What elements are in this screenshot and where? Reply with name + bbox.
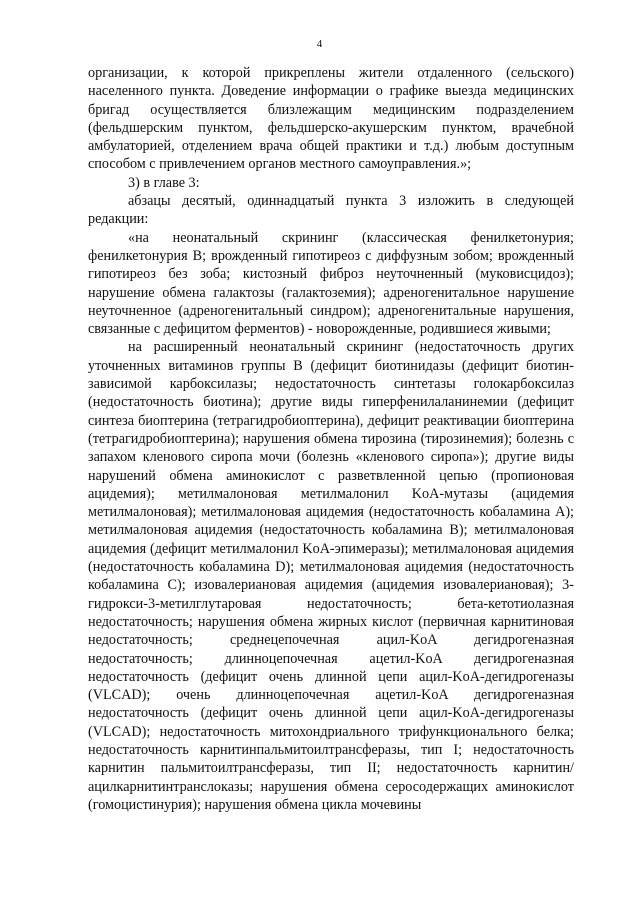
page-number: 4 xyxy=(316,38,323,50)
document-body xyxy=(88,64,574,814)
paragraph-chapter-3: 3) в главе 3: xyxy=(128,174,200,191)
paragraph-extended-screening: на расширенный неонатальный скрининг (недостаточность других уточненных витаминов группы B (дефицит биотинидазы (дефицит биотин-зависимой карбоксилазы; недостаточность синтетазы голокарбоксилаз (недостаточность биотина); другие виды гиперфенилаланинемии (дефицит синтеза биоптерина (тетрагидробиоптерина), дефицит реактивации биоптерина (тетрагидробиоптерина); нарушения обмена тирозина (тирозинемия); болезнь с запахом кленового сиропа мочи (болезнь «кленового сиропа»); другие виды нарушений обмена аминокислот с разветвленной цепью (пропионовая ацидемия); метилмалоновая метилмалонил KoA-мутазы (ацидемия метилмалоновая); метилмалоновая ацидемия (недостаточность кобаламина A); метилмалоновая ацидемия (недостаточность кобаламина B); метилмалоновая ацидемия (дефицит метилмалонил KoA-эпимеразы); метилмалоновая ацидемия (недостаточность кобаламина D); метилмалоновая ацидемия (недостаточность кобаламина C); изовалериановая ацидемия (ацидемия изовалериановая); 3-гидрокси-3-метилглутаровая недостаточность; бета-кетотиолазная недостаточность; нарушения обмена жирных кислот (первичная карнитиновая недостаточность; среднецепочечная ацил-KoA дегидрогеназная недостаточность; длинноцепочечная ацетил-KoA дегидрогеназная недостаточность (дефицит очень длинной цепи ацил-KoA-дегидрогеназы (VLCAD); очень длинноцепочечная ацетил-KoA дегидрогеназная недостаточность (дефицит очень длинной цепи ацил-KoA-дегидрогеназы (VLCAD); недостаточность митохондриального трифункционального белка; недостаточность карнитинпальмитоилтрансферазы, тип I; недостаточность карнитин пальмитоилтрансферазы, тип II; недостаточность карнитин/ацилкарнитинтранслоказы; нарушения обмена серосодержащих аминокислот (гомоцистинурия); нарушения обмена цикла мочевины xyxy=(88,339,574,813)
paragraph-neonatal-screening: «на неонатальный скрининг (классическая фенилкетонурия; фенилкетонурия B; врожденный гипотиреоз с диффузным зобом; врожденный гипотиреоз без зоба; кистозный фиброз неуточненный (муковисцидоз); нарушение обмена галактозы (галактоземия); адреногенитальное нарушение неуточненное (адреногенитальный синдром); адреногенитальные нарушения, связанные с дефицитом ферментов) - новорожденные, родившиеся живыми; xyxy=(88,229,574,338)
paragraph-continuation: организации, к которой прикреплены жители отдаленного (сельского) населенного пункта. Доведение информации о графике выезда медицинских бригад осуществляется близлежащим медицинским подразделением (фельдшерским пунктом, фельдшерско-акушерским пунктом, врачебной амбулаторией, отделением врача общей практики и т.д.) любым доступным способом с привлечением органов местного самоуправления.»; xyxy=(88,65,574,173)
paragraph-amendment-intro: абзацы десятый, одиннадцатый пункта 3 изложить в следующей редакции: xyxy=(88,193,574,228)
